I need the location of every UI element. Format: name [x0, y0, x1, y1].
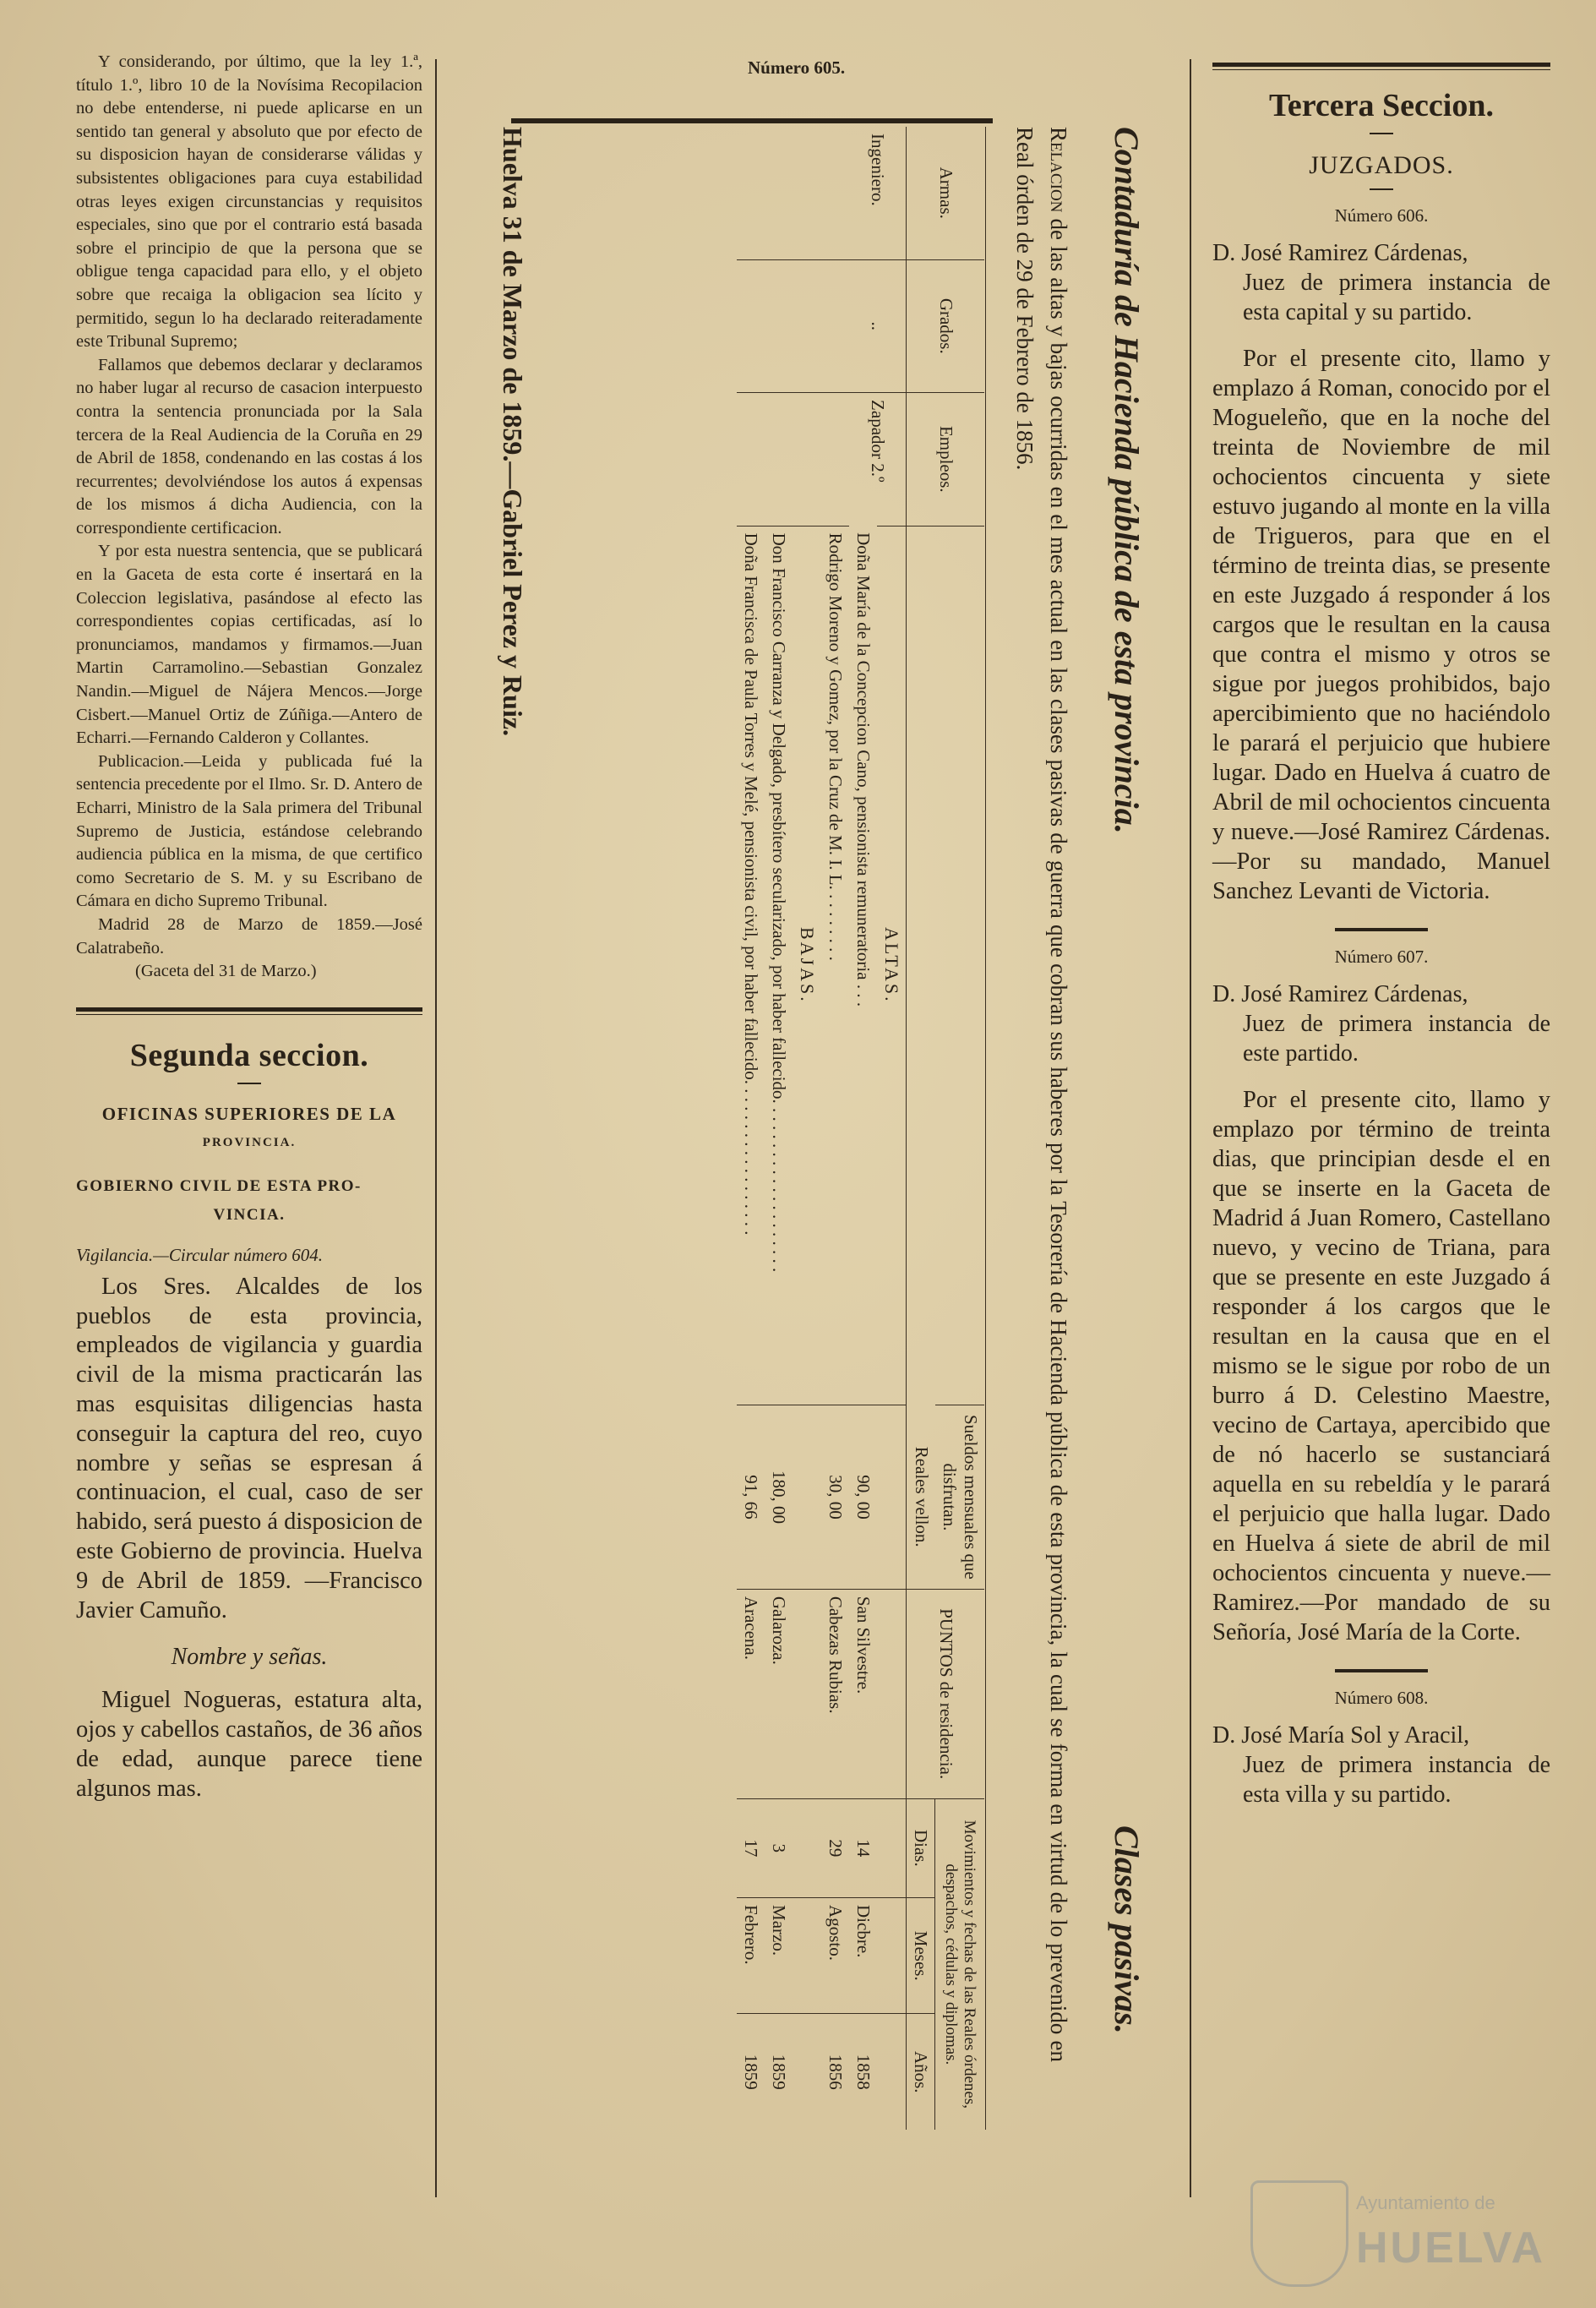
numero-606: Número 606.: [1334, 205, 1429, 226]
bajas-section-title: BAJAS.: [793, 526, 822, 1405]
header-anos: Años.: [907, 2014, 935, 2130]
rotated-table-block: [477, 127, 1153, 2155]
watermark-line-2: HUELVA: [1356, 2223, 1546, 2273]
cell-dia: 29: [822, 1798, 850, 1897]
table-top-rule: [511, 118, 993, 123]
section-divider: [1212, 63, 1550, 70]
table-rule: [985, 127, 986, 2130]
cell-punto: San Silvestre.: [850, 1589, 878, 1798]
column-rule-left: [435, 59, 437, 2197]
header-nombres: [907, 526, 984, 1405]
judge-607: [1212, 979, 1550, 1068]
cell-sueldo: 180, 00: [765, 1405, 793, 1590]
cell-ano: 1858: [850, 2014, 878, 2130]
left-column: [76, 51, 422, 1804]
oficinas-heading: OFICINAS SUPERIORES DE LA: [101, 1103, 397, 1124]
header-armas: Armas.: [907, 127, 984, 259]
cell-sueldo: 90, 00: [850, 1405, 878, 1590]
ayuntamiento-watermark: [1250, 2172, 1571, 2290]
cell-ano: 1859: [738, 2014, 765, 2130]
dash-divider: [1370, 133, 1393, 134]
segunda-seccion-title: Segunda seccion.: [129, 1037, 369, 1073]
vigilancia-label: Vigilancia.—Circular número 604.: [76, 1244, 324, 1265]
edicto-607: Por el presente cito, llamo y emplazo por término de treinta dias, que principian desde el en que se inserte en la Gaceta de Madrid á Juan Romero, Castellano nuevo, y vecino de Triana, para que se presente en este Juzgado á responder á los cargos que le resultan en la causa que en el mismo se le sigue por robo de un burro á D. Celestino Maestre, vecino de Cartaya, apercibido que de nó hacerlo se sustanciará aquella en su rebeldía y le parará el perjuicio que halla lugar. Dado en Huelva á siete de abril de mil ochocientos cincuenta y nueve.—Ramirez.—Por mandado de su Señoría, José María de la Corte.: [1212, 1087, 1550, 1645]
contaduria-title: Contaduría de Hacienda pública de esta provincia.: [1108, 127, 1146, 834]
judge-name: D. José María Sol y Aracil,: [1212, 1722, 1470, 1749]
gobierno-line-2: VINCIA.: [213, 1205, 286, 1224]
judge-608: [1212, 1721, 1550, 1809]
paragraph: Madrid 28 de Marzo de 1859.—José Calatrabeño.: [76, 914, 422, 958]
cell-dia: 3: [765, 1798, 793, 1897]
judge-title: Juez de primera instancia de esta capital y su partido.: [1243, 270, 1550, 325]
gobierno-line-1: GOBIERNO CIVIL DE ESTA PRO-: [76, 1176, 362, 1195]
table-row: [738, 127, 765, 2130]
watermark-line-1: Ayuntamiento de: [1356, 2192, 1495, 2213]
numero-605: Número 605.: [748, 57, 846, 78]
cell-nombre: Don Francisco Carranza y Delgado, presbítero secularizado, por haber fallecido. . . . . . . . . . . . . . . . . . . .: [765, 526, 793, 1405]
paragraph: Fallamos que debemos declarar y declaramos no haber lugar al recurso de casacion interpuesto contra la sentencia pronunciada por la Sala tercera de la Real Audiencia de la Coruña en 29 de Abril de 1858, condenando en las costas á los recurrentes; devolviéndose los autos á expensas de los mismos á dicha Audiencia, con la correspondiente certificacion.: [76, 355, 422, 537]
relacion-lead: Relacion: [1046, 127, 1071, 213]
altas-section-title: ALTAS.: [878, 526, 907, 1405]
cell-dia: 17: [738, 1798, 765, 1897]
cell-nombre: Rodrigo Moreno y Gomez, por la Cruz de M. I. L. . . . . . . . .: [822, 526, 850, 1405]
table-row: [822, 127, 850, 2130]
dash-divider: [1370, 188, 1393, 190]
cell-punto: Aracena.: [738, 1589, 765, 1798]
cell-sueldo: 91, 66: [738, 1405, 765, 1590]
table-row: [765, 127, 793, 2130]
judge-name: D. José Ramirez Cárdenas,: [1212, 981, 1468, 1007]
judge-title: Juez de primera instancia de esta villa y su partido.: [1243, 1752, 1550, 1808]
header-puntos: PUNTOS de residencia.: [907, 1589, 984, 1798]
short-rule: [1335, 928, 1428, 931]
cell-ano: 1859: [765, 2014, 793, 2130]
header-reales: Reales vellon.: [907, 1405, 935, 1590]
cell-punto: Galaroza.: [765, 1589, 793, 1798]
circular-text: Los Sres. Alcaldes de los pueblos de esta provincia, empleados de vigilancia y guardia civil de la misma practicarán las mas esquisitas diligencias hasta conseguir la captura del reo, cuyo nombre y señas se espresan á continuacion, el cual, caso de ser habido, será puesto á disposicion de este Gobierno de provincia. Huelva 9 de Abril de 1859. —Francisco Javier Camuño.: [76, 1273, 422, 1623]
header-meses: Meses.: [907, 1898, 935, 2014]
clases-pasivas-title: Clases pasivas.: [1108, 1825, 1146, 2034]
cell-grado: ..: [850, 259, 907, 393]
cell-empleo: Zapador 2.º: [850, 393, 907, 527]
cell-arma: Ingeniero.: [868, 134, 889, 206]
cell-mes: Agosto.: [822, 1898, 850, 2014]
dash-divider: [237, 1083, 261, 1084]
cell-ano: 1856: [822, 2014, 850, 2130]
paragraph: Publicacion.—Leida y publicada fué la sentencia precedente por el Ilmo. Sr. D. Antero de Echarri, Ministro de la Sala primera del Tribunal Supremo de Justicia, estándose celebrando audiencia pública en la misma, de que certifico como Secretario de S. M. y su Escribano de Cámara en dicho Supremo Tribunal.: [76, 751, 422, 911]
header-dias: Dias.: [907, 1798, 935, 1897]
edicto-606: Por el presente cito, llamo y emplazo á Roman, conocido por el Mogueleño, que en la noche del treinta de Noviembre de mil ochocientos cincuenta y siete estuvo jugando al monte en la villa de Trigueros, para que en el término de treinta dias, se presente en este Juzgado á responder á los cargos que le resultan en la causa que contra el mismo y otros se sigue por juegos prohibidos, bajo apercibimiento que no haciéndolo le parará el perjuicio que hubiere lugar. Dado en Huelva á cuatro de Abril de mil ochocientos cincuenta y nueve.—José Ramirez Cárdenas.—Por su mandado, Manuel Sanchez Levanti de Victoria.: [1212, 346, 1550, 904]
tercera-seccion-title: Tercera Seccion.: [1269, 88, 1494, 123]
nombre-title: Nombre y señas.: [171, 1644, 328, 1671]
header-sueldos: Sueldos mensuales que disfrutan.: [935, 1405, 984, 1590]
cell-mes: Febrero.: [738, 1898, 765, 2014]
header-empleos: Empleos.: [907, 393, 984, 527]
relacion-body: de las altas y bajas ocurridas en el mes actual en las clases pasivas de guerra que cobran sus haberes por la Tesorería de Hacienda pública de esta provincia, la cual se forma en virtud de lo prevenido en Real órden de 29 de Febrero de 1856.: [1012, 127, 1071, 2063]
senas-text: Miguel Nogueras, estatura alta, ojos y cabellos castaños, de 36 años de edad, aunque parece tiene algunos mas.: [76, 1687, 422, 1802]
right-column: [1212, 51, 1550, 1809]
cell-punto: Cabezas Rubias.: [822, 1589, 850, 1798]
numero-607: Número 607.: [1334, 947, 1429, 967]
judge-name: D. José Ramirez Cárdenas,: [1212, 240, 1468, 266]
cell-sueldo: 30, 00: [822, 1405, 850, 1590]
judge-606: [1212, 238, 1550, 327]
clases-pasivas-table: [738, 127, 985, 2130]
signature-footer: Huelva 31 de Marzo de 1859.—Gabriel Perez y Ruiz.: [498, 127, 528, 737]
juzgados-heading: JUZGADOS.: [1309, 151, 1454, 179]
paragraph: Y por esta nuestra sentencia, que se publicará en la Gaceta de esta corte é insertará en la Coleccion legislativa, pasándose al efecto las correspondientes copias certificadas, así lo pronunciamos, mandamos y firmamos.—Juan Martin Carramolino.—Sebastian Gonzalez Nandin.—Miguel de Nájera Mencos.—Jorge Cisbert.—Manuel Ortiz de Zúñiga.—Antero de Echarri.—Fernando Calderon y Collantes.: [76, 542, 422, 748]
header-movimientos: Movimientos y fechas de las Reales órdenes, despachos, cédulas y diplomas.: [935, 1798, 984, 2130]
provincia-heading: PROVINCIA.: [202, 1135, 297, 1149]
short-rule: [1335, 1669, 1428, 1672]
cell-dia: 14: [850, 1798, 878, 1897]
sentencia-text: [76, 51, 422, 984]
column-rule-right: [1190, 59, 1191, 2197]
paragraph: Y considerando, por último, que la ley 1.ª, título 1.º, libro 10 de la Novísima Recopilacion no debe entenderse, ni puede aplicarse en un sentido tan general y absoluto que por efecto de su disposicion hayan de considerarse válidas y subsistentes obligaciones para cuya estabilidad otras leyes exigen circunstancias y requisitos especiales, sino que por el contrario está basada sobre el principio de que la persona que se obligue tenga capacidad para ello, y el objeto sobre que recaiga la obligacion sea lícito y permitido, segun lo ha declarado reiteradamente este Tribunal Supremo;: [76, 52, 422, 352]
numero-608: Número 608.: [1334, 1688, 1429, 1708]
cell-nombre: Doña María de la Concepcion Cano, pensionista remuneratoria . . .: [853, 532, 874, 1007]
section-divider: [76, 1007, 422, 1015]
judge-title: Juez de primera instancia de este partido.: [1243, 1011, 1550, 1067]
cell-mes: Dicbre.: [850, 1898, 878, 2014]
cell-nombre: Doña Francisca de Paula Torres y Melé, pensionista civil, por haber fallecido. . . . . . . . . . . . . . . . . .: [738, 526, 765, 1405]
header-grados: Grados.: [907, 259, 984, 393]
cell-mes: Marzo.: [765, 1898, 793, 2014]
gobierno-heading: [76, 1172, 422, 1230]
gaceta-source: (Gaceta del 31 de Marzo.): [135, 962, 317, 981]
huelva-shield-icon: [1250, 2180, 1348, 2287]
relacion-text: [1008, 127, 1076, 2062]
